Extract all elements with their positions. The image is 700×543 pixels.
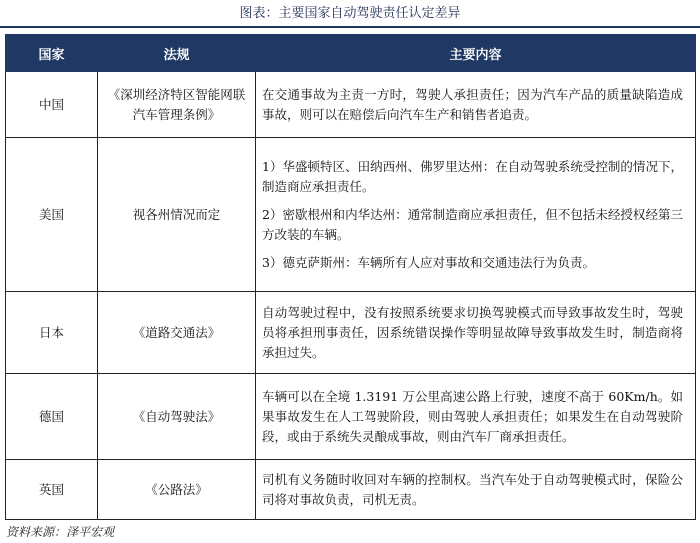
table-row [6, 138, 696, 292]
content-paragraph: 车辆可以在全境 1.3191 万公里高速公路上行驶，速度不高于 60Km/h。如果事故发生在人工驾驶阶段，则由驾驶人承担责任；如果发生在自动驾驶阶段，或由于系统失灵酿成事故，则由汽车厂商承担责任。 [262, 388, 683, 444]
country-cell: 日本 [6, 292, 98, 374]
content-cell [256, 374, 696, 460]
figure-caption: 图表：主要国家自动驾驶责任认定差异 [0, 0, 700, 28]
content-cell [256, 138, 696, 292]
content-paragraph: 司机有义务随时收回对车辆的控制权。当汽车处于自动驾驶模式时，保险公司将对事故负责，司机无责。 [262, 471, 683, 507]
table-row [6, 72, 696, 138]
header-law: 法规 [98, 35, 256, 72]
country-cell: 英国 [6, 460, 98, 520]
content-cell [256, 460, 696, 520]
law-cell: 《道路交通法》 [98, 292, 256, 374]
law-cell: 视各州情况而定 [98, 138, 256, 292]
content-cell [256, 72, 696, 138]
table-row [6, 292, 696, 374]
law-cell: 《公路法》 [98, 460, 256, 520]
source-note: 资料来源：泽平宏观 [6, 525, 115, 539]
table-header-row [6, 35, 696, 72]
content-paragraph: 3）德克萨斯州：车辆所有人应对事故和交通违法行为负责。 [262, 254, 595, 270]
table-row [6, 374, 696, 460]
country-cell: 中国 [6, 72, 98, 138]
content-paragraph: 1）华盛顿特区、田纳西州、佛罗里达州：在自动驾驶系统受控制的情况下，制造商应承担责任。 [262, 158, 683, 194]
law-cell: 《深圳经济特区智能网联汽车管理条例》 [98, 72, 256, 138]
content-cell [256, 292, 696, 374]
header-content: 主要内容 [256, 35, 696, 72]
country-cell: 德国 [6, 374, 98, 460]
content-paragraph: 在交通事故为主责一方时，驾驶人承担责任；因为汽车产品的质量缺陷造成事故，则可以在赔偿后向汽车生产和销售者追责。 [262, 86, 683, 122]
law-cell: 《自动驾驶法》 [98, 374, 256, 460]
header-country: 国家 [6, 35, 98, 72]
content-paragraph: 自动驾驶过程中，没有按照系统要求切换驾驶模式而导致事故发生时，驾驶员将承担刑事责任，因系统错误操作等明显故障导致事故发生时，制造商将承担过失。 [262, 304, 683, 360]
liability-table [5, 34, 696, 520]
country-cell: 美国 [6, 138, 98, 292]
content-paragraph: 2）密歇根州和内华达州：通常制造商应承担责任，但不包括未经授权经第三方改装的车辆。 [262, 206, 683, 242]
table-row [6, 460, 696, 520]
